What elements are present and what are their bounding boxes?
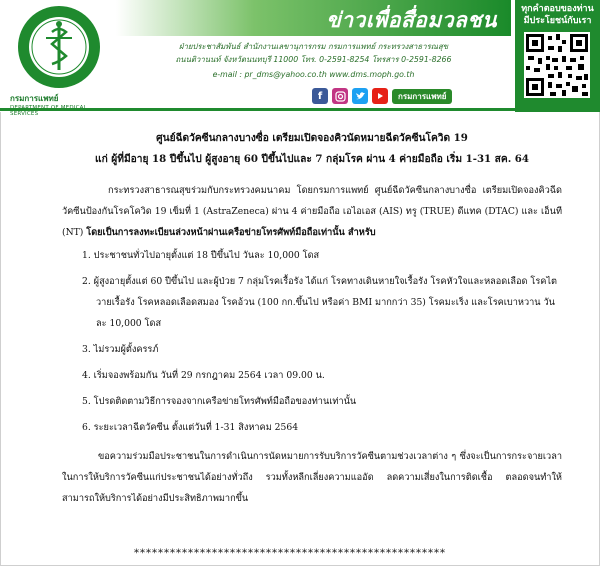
list-item: 5. โปรดติดตามวิธีการจองจากเครือข่ายโทรศัพท์มือถือของท่านเท่านั้น	[82, 396, 357, 407]
list-item: 1. ประชาชนทั่วไปอายุตั้งแต่ 18 ปีขึ้นไป วันละ 10,000 โดส	[82, 250, 320, 261]
qr-caption-line2: มีประโยชน์กับเรา	[523, 16, 592, 26]
facebook-icon[interactable]: f	[312, 88, 328, 104]
ministry-logo	[10, 4, 110, 117]
dms-social-badge[interactable]: กรมการแพทย์	[392, 89, 452, 104]
youtube-icon[interactable]	[372, 88, 388, 104]
qr-caption-line1: ทุกคำตอบของท่าน	[521, 4, 594, 14]
list-item: 2. ผู้สูงอายุตั้งแต่ 60 ปีขึ้นไป และผู้ป่วย 7 กลุ่มโรคเรื้อรัง ได้แก่ โรคทางเดินหายใจเรื้อรัง โรคหัวใจและหลอดเลือด โรคไตวายเรื้อรัง โรคหลอดเลือดสมอง โรคอ้วน (100 กก.ขึ้นไป หรือค่า BMI มากกว่า 35) โรคมะเร็ง และโรคเบาหวาน วันละ 10,000 โดส	[82, 276, 558, 329]
qr-feedback-panel	[515, 0, 600, 112]
intro-emphasis: โดยเป็นการลงทะเบียนล่วงหน้าผ่านเครือข่ายโทรศัพท์มือถือเท่านั้น สำหรับ	[86, 227, 376, 238]
contact-info	[116, 40, 511, 81]
end-separator: ****************************************************	[134, 548, 446, 559]
social-links	[312, 87, 452, 105]
contact-office: ฝ่ายประชาสัมพันธ์ สำนักงานเลขานุการกรม กรมการแพทย์ กระทรวงสาธารณสุข	[178, 42, 449, 51]
title-banner	[116, 0, 511, 36]
department-name-english: SERVICES	[10, 111, 39, 117]
contact-email-website: e-mail : pr_dms@yahoo.co.th www.dms.moph.go.th	[212, 70, 415, 79]
press-release-body	[62, 128, 562, 509]
headline-line2: แก่ ผู้ที่มีอายุ 18 ปีขึ้นไป ผู้สูงอายุ 60 ปีขึ้นไปและ 7 กลุ่มโรค ผ่าน 4 ค่ายมือถือ เริ่ม 1-31 สค. 64	[95, 153, 529, 165]
closing-paragraph: ขอความร่วมมือประชาชนในการดำเนินการนัดหมายการรับบริการวัคซีนตามช่วงเวลาต่าง ๆ ซึ่งจะเป็นการกระจายเวลาในการให้บริการวัคซีนแก่ประชาชนได้อย่างทั่วถึง รวมทั้งหลีกเลี่ยงความแออัด ลดความเสี่ยงในการติดเชื้อ ตลอดจนทำให้สามารถให้บริการได้อย่างมีประสิทธิภาพมากขึ้น	[62, 451, 562, 504]
contact-address: ถนนติวานนท์ จังหวัดนนทบุรี 11000 โทร. 0-2591-8254 โทรสาร 0-2591-8266	[175, 55, 452, 64]
headline-line1: ศูนย์ฉีดวัคซีนกลางบางซื่อ เตรียมเปิดจองคิวนัดหมายฉีดวัคซีนโควิด 19	[156, 132, 468, 144]
banner-title: ข่าวเพื่อสื่อมวลชน	[326, 8, 497, 32]
ministry-seal-icon	[16, 4, 102, 90]
instagram-icon[interactable]	[332, 88, 348, 104]
header-divider	[0, 108, 600, 111]
qr-code-icon[interactable]	[524, 32, 590, 98]
department-name-thai: กรมการแพทย์	[10, 94, 59, 103]
list-item: 6. ระยะเวลาฉีดวัคซีน ตั้งแต่วันที่ 1-31 สิงหาคม 2564	[82, 422, 299, 433]
twitter-icon[interactable]	[352, 88, 368, 104]
intro-paragraph	[62, 180, 562, 243]
press-release-header	[0, 0, 600, 117]
list-item: 4. เริ่มจองพร้อมกัน วันที่ 29 กรกฎาคม 2564 เวลา 09.00 น.	[82, 370, 325, 381]
headline	[62, 128, 562, 170]
intro-text: กระทรวงสาธารณสุขร่วมกับกระทรวงคมนาคม โดยกรมการแพทย์ ศูนย์ฉีดวัคซีนกลางบางซื่อ เตรียมเปิดจองคิวฉีดวัคซีนป้องกันโรคโควิด 19 เข็มที่ 1 (AstraZeneca) ผ่าน 4 ค่ายมือถือ เอไอเอส (AIS) ทรู (TRUE) ดีแทค (DTAC) และ เอ็นที (NT)	[62, 185, 562, 238]
list-item: 3. ไม่รวมผู้ตั้งครรภ์	[82, 344, 159, 355]
eligibility-list	[62, 245, 562, 438]
